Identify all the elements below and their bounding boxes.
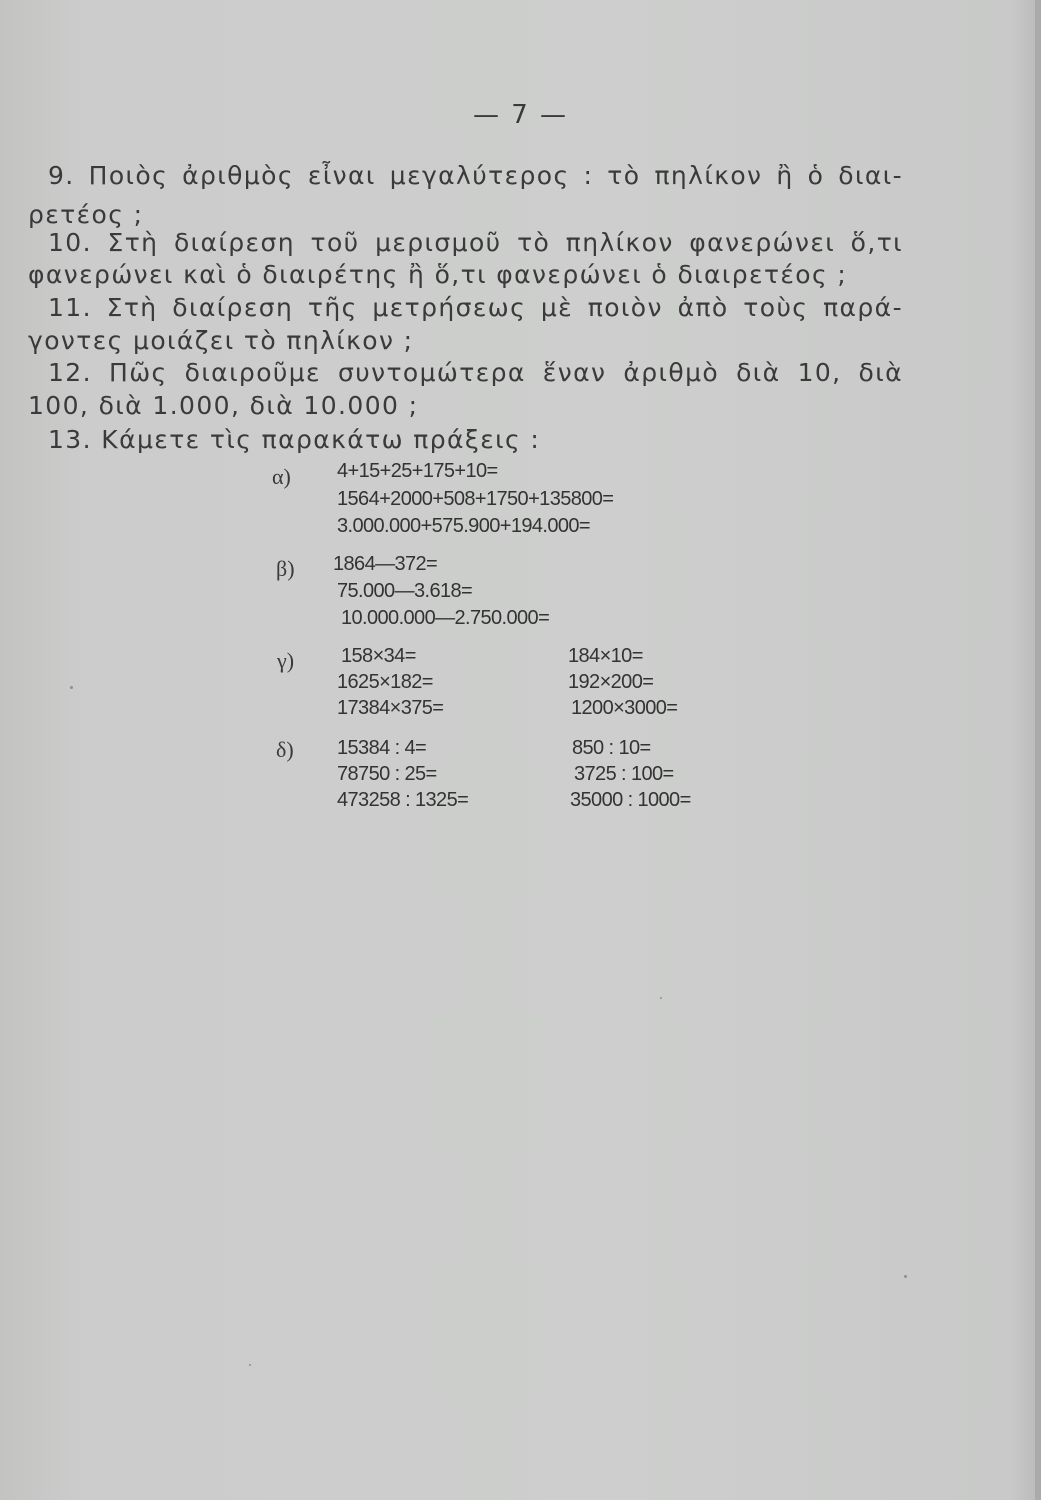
exercise-gamma-left-item: 17384×375= — [337, 697, 444, 719]
exercise-alpha-item: 1564+2000+508+1750+135800= — [337, 488, 614, 510]
exercise-delta-label: δ) — [276, 737, 294, 762]
exercise-delta-left-item: 15384 : 4= — [337, 737, 427, 759]
page-number: — 7 — — [472, 100, 569, 130]
exercise-delta-left-item: 473258 : 1325= — [337, 789, 469, 811]
exercise-gamma-right-item: 184×10= — [568, 645, 643, 667]
question-11-line-2: γοντες μοιάζει τὸ πηλίκον ; — [28, 326, 414, 355]
exercise-delta-left-item: 78750 : 25= — [337, 763, 437, 785]
exercise-gamma-label: γ) — [277, 648, 295, 673]
exercise-gamma-right-item: 192×200= — [568, 671, 654, 693]
paper-speck — [70, 686, 73, 689]
question-9-line-2: ρετέος ; — [28, 200, 144, 229]
exercise-delta-right-item: 35000 : 1000= — [570, 789, 691, 811]
question-13-line-1: 13. Κάμετε τὶς παρακάτω πράξεις : — [48, 425, 541, 454]
exercise-gamma-right-item: 1200×3000= — [571, 697, 678, 719]
exercise-delta-right-item: 850 : 10= — [572, 737, 651, 759]
exercise-beta-label: β) — [276, 556, 295, 581]
paper-speck — [249, 1364, 251, 1366]
question-12-line-2: 100, διὰ 1.000, διὰ 10.000 ; — [28, 391, 419, 420]
exercise-alpha-item: 4+15+25+175+10= — [337, 460, 498, 482]
exercise-gamma-left-item: 1625×182= — [337, 671, 433, 693]
exercise-beta-item: 1864—372= — [333, 553, 438, 575]
exercise-beta-item: 75.000—3.618= — [337, 580, 473, 602]
question-11-line-1: 11. Στὴ διαίρεση τῆς μετρήσεως μὲ ποιὸν ἀπὸ τοὺς παρά- — [48, 293, 903, 322]
exercise-gamma-left-item: 158×34= — [341, 645, 416, 667]
question-9-line-1: 9. Ποιὸς ἀριθμὸς εἶναι μεγαλύτερος : τὸ πηλίκον ἢ ὁ διαι- — [48, 161, 903, 190]
question-10-line-1: 10. Στὴ διαίρεση τοῦ μερισμοῦ τὸ πηλίκον φανερώνει ὅ,τι — [48, 228, 903, 257]
exercise-alpha-label: α) — [272, 464, 291, 489]
exercise-alpha-item: 3.000.000+575.900+194.000= — [337, 515, 591, 537]
exercise-beta-item: 10.000.000—2.750.000= — [341, 607, 550, 629]
question-10-line-2: φανερώνει καὶ ὁ διαιρέτης ἢ ὅ,τι φανερώνει ὁ διαιρετέος ; — [28, 260, 848, 289]
page-edge-shadow — [1035, 0, 1041, 1500]
paper-speck — [660, 997, 662, 999]
question-12-line-1: 12. Πῶς διαιροῦμε συντομώτερα ἕναν ἀριθμὸ διὰ 10, διὰ — [48, 358, 903, 387]
exercise-delta-right-item: 3725 : 100= — [574, 763, 674, 785]
paper-speck — [904, 1275, 907, 1278]
